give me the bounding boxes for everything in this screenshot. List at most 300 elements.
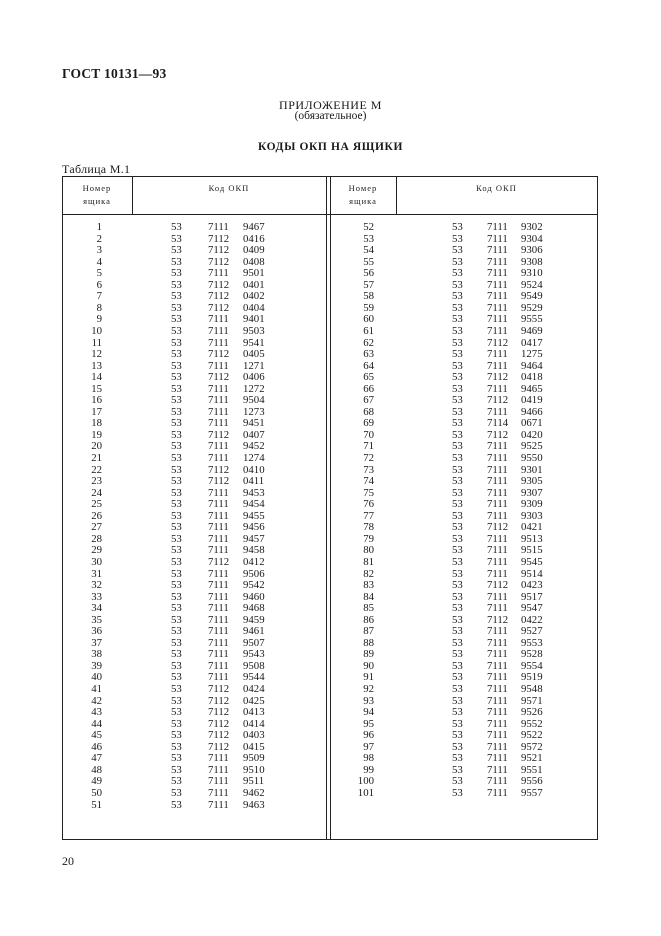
okp-class: 7111 — [208, 532, 229, 545]
okp-class: 7111 — [487, 405, 508, 418]
okp-item: 9515 — [521, 544, 543, 557]
okp-item: 9303 — [521, 509, 543, 522]
okp-item: 0414 — [243, 717, 265, 730]
okp-group: 53 — [452, 382, 463, 395]
box-number: 101 — [357, 786, 374, 799]
okp-class: 7112 — [208, 232, 230, 245]
okp-item: 9452 — [243, 440, 265, 453]
okp-group: 53 — [171, 752, 182, 765]
okp-item: 9572 — [521, 740, 543, 753]
okp-item: 9555 — [521, 313, 543, 326]
okp-group: 53 — [452, 428, 463, 441]
okp-item: 9457 — [243, 532, 265, 545]
box-number: 6 — [96, 278, 102, 291]
okp-group: 53 — [171, 475, 182, 488]
okp-group: 53 — [452, 740, 463, 753]
okp-class: 7111 — [487, 555, 508, 568]
box-number: 77 — [363, 509, 374, 522]
okp-group: 53 — [452, 717, 463, 730]
okp-class: 7111 — [208, 648, 229, 661]
okp-group: 53 — [452, 567, 463, 580]
okp-group: 53 — [452, 417, 463, 430]
okp-group: 53 — [452, 729, 463, 742]
box-number: 59 — [363, 301, 374, 314]
okp-class: 7112 — [487, 579, 509, 592]
box-number: 41 — [91, 683, 102, 695]
box-number: 30 — [91, 555, 102, 568]
okp-item: 9549 — [521, 290, 543, 303]
okp-group: 53 — [171, 498, 182, 511]
okp-class: 7111 — [208, 636, 229, 649]
okp-item: 9511 — [243, 775, 265, 788]
box-number: 13 — [91, 359, 102, 372]
table-bottom-border — [62, 839, 598, 840]
okp-item: 0417 — [521, 336, 543, 349]
okp-group: 53 — [171, 267, 182, 280]
okp-group: 53 — [452, 613, 463, 626]
table-middle-border — [326, 176, 327, 839]
okp-item: 0421 — [521, 521, 543, 534]
okp-class: 7111 — [487, 740, 508, 753]
okp-item: 9503 — [243, 324, 265, 337]
okp-class: 7111 — [208, 324, 229, 337]
okp-item: 9542 — [243, 579, 265, 592]
okp-class: 7111 — [487, 221, 508, 233]
box-number: 95 — [363, 717, 374, 730]
okp-group: 53 — [452, 786, 463, 799]
okp-group: 53 — [452, 509, 463, 522]
box-number: 21 — [91, 452, 102, 464]
okp-class: 7111 — [208, 567, 229, 580]
page-number: 20 — [62, 854, 74, 868]
okp-item: 9527 — [521, 625, 543, 638]
okp-class: 7111 — [487, 244, 508, 257]
okp-class: 7111 — [487, 729, 508, 742]
okp-class: 7111 — [208, 544, 229, 557]
box-number: 88 — [363, 636, 374, 649]
box-number: 67 — [363, 394, 374, 407]
box-number: 18 — [91, 417, 102, 430]
okp-item: 1273 — [243, 405, 265, 418]
okp-class: 7112 — [487, 371, 509, 384]
okp-group: 53 — [171, 671, 182, 684]
okp-group: 53 — [452, 313, 463, 326]
okp-class: 7111 — [487, 717, 508, 730]
okp-item: 9554 — [521, 659, 543, 672]
okp-item: 9461 — [243, 625, 265, 638]
okp-group: 53 — [452, 301, 463, 314]
okp-item: 9514 — [521, 567, 543, 580]
okp-class: 7112 — [208, 463, 230, 476]
okp-item: 9466 — [521, 405, 543, 418]
okp-item: 9301 — [521, 463, 543, 476]
okp-group: 53 — [452, 555, 463, 568]
okp-class: 7111 — [487, 463, 508, 476]
okp-group: 53 — [171, 232, 182, 245]
okp-group: 53 — [452, 348, 463, 361]
box-number: 66 — [363, 382, 374, 395]
okp-item: 9459 — [243, 613, 265, 626]
box-number: 36 — [91, 625, 102, 638]
document-id: ГОСТ 10131—93 — [62, 66, 167, 81]
okp-group: 53 — [171, 313, 182, 326]
okp-class: 7111 — [208, 267, 229, 280]
okp-item: 0425 — [243, 694, 265, 707]
okp-group: 53 — [171, 717, 182, 730]
okp-class: 7112 — [208, 278, 230, 291]
okp-group: 53 — [452, 452, 463, 464]
okp-class: 7111 — [208, 313, 229, 326]
box-number: 71 — [363, 440, 374, 453]
box-number: 98 — [363, 752, 374, 765]
box-number: 64 — [363, 359, 374, 372]
okp-group: 53 — [171, 613, 182, 626]
box-number: 94 — [363, 706, 374, 719]
okp-class: 7111 — [487, 452, 508, 464]
okp-group: 53 — [452, 775, 463, 788]
okp-item: 9557 — [521, 786, 543, 799]
box-number: 40 — [91, 671, 102, 684]
okp-class: 7112 — [208, 348, 230, 361]
okp-group: 53 — [171, 221, 182, 233]
okp-group: 53 — [452, 544, 463, 557]
okp-item: 9545 — [521, 555, 543, 568]
okp-group: 53 — [171, 428, 182, 441]
okp-item: 9506 — [243, 567, 265, 580]
box-number: 76 — [363, 498, 374, 511]
okp-item: 9504 — [243, 394, 265, 407]
okp-item: 9551 — [521, 763, 543, 776]
okp-group: 53 — [452, 440, 463, 453]
okp-group: 53 — [171, 336, 182, 349]
box-number: 27 — [91, 521, 102, 534]
okp-item: 0405 — [243, 348, 265, 361]
okp-class: 7112 — [208, 729, 230, 742]
okp-group: 53 — [452, 706, 463, 719]
okp-item: 9528 — [521, 648, 543, 661]
okp-class: 7111 — [487, 232, 508, 245]
okp-class: 7112 — [208, 475, 230, 488]
box-number: 31 — [91, 567, 102, 580]
okp-group: 53 — [452, 659, 463, 672]
appendix-title: ПРИЛОЖЕНИЕ М — [279, 98, 382, 112]
okp-item: 9543 — [243, 648, 265, 661]
okp-group: 53 — [452, 267, 463, 280]
okp-group: 53 — [452, 590, 463, 603]
okp-group: 53 — [452, 763, 463, 776]
okp-group: 53 — [171, 602, 182, 615]
okp-group: 53 — [171, 348, 182, 361]
box-number: 32 — [91, 579, 102, 592]
okp-group: 53 — [171, 659, 182, 672]
okp-item: 9304 — [521, 232, 543, 245]
okp-item: 9464 — [521, 359, 543, 372]
okp-class: 7111 — [208, 452, 229, 464]
okp-item: 1271 — [243, 359, 265, 372]
box-number: 16 — [91, 394, 102, 407]
okp-item: 9468 — [243, 602, 265, 615]
okp-item: 9455 — [243, 509, 265, 522]
okp-item: 0404 — [243, 301, 265, 314]
okp-group: 53 — [452, 648, 463, 661]
okp-group: 53 — [171, 636, 182, 649]
okp-class: 7112 — [208, 244, 230, 257]
okp-group: 53 — [452, 232, 463, 245]
okp-class: 7112 — [208, 694, 230, 707]
okp-item: 0412 — [243, 555, 265, 568]
box-number: 37 — [91, 636, 102, 649]
okp-item: 0422 — [521, 613, 543, 626]
okp-group: 53 — [452, 359, 463, 372]
box-number: 2 — [96, 232, 102, 245]
okp-class: 7112 — [208, 428, 230, 441]
okp-item: 0409 — [243, 244, 265, 257]
okp-item: 9541 — [243, 336, 265, 349]
okp-group: 53 — [171, 579, 182, 592]
okp-class: 7111 — [487, 278, 508, 291]
okp-class: 7111 — [487, 290, 508, 303]
box-number: 28 — [91, 532, 102, 545]
okp-group: 53 — [452, 463, 463, 476]
okp-class: 7111 — [208, 221, 229, 233]
okp-group: 53 — [452, 336, 463, 349]
okp-class: 7111 — [208, 659, 229, 672]
table-caption: Таблица М.1 — [62, 162, 131, 176]
okp-group: 53 — [171, 798, 182, 811]
okp-group: 53 — [171, 648, 182, 661]
box-number: 99 — [363, 763, 374, 776]
okp-group: 53 — [171, 244, 182, 257]
box-number: 100 — [357, 775, 374, 788]
okp-item: 9571 — [521, 694, 543, 707]
okp-group: 53 — [171, 567, 182, 580]
box-number: 97 — [363, 740, 374, 753]
okp-group: 53 — [452, 475, 463, 488]
okp-item: 9305 — [521, 475, 543, 488]
okp-group: 53 — [171, 532, 182, 545]
okp-group: 53 — [452, 221, 463, 233]
box-number: 20 — [91, 440, 102, 453]
okp-item: 9525 — [521, 440, 543, 453]
okp-class: 7111 — [487, 324, 508, 337]
okp-class: 7111 — [208, 509, 229, 522]
okp-class: 7111 — [487, 763, 508, 776]
okp-item: 9552 — [521, 717, 543, 730]
okp-class: 7112 — [208, 683, 230, 695]
okp-item: 9456 — [243, 521, 265, 534]
okp-item: 0410 — [243, 463, 265, 476]
header-box-number-right: Номер ящика — [348, 183, 378, 206]
box-number: 25 — [91, 498, 102, 511]
okp-item: 0401 — [243, 278, 265, 291]
box-number: 62 — [363, 336, 374, 349]
okp-class: 7111 — [487, 602, 508, 615]
okp-group: 53 — [171, 555, 182, 568]
box-number: 45 — [91, 729, 102, 742]
box-number: 79 — [363, 532, 374, 545]
okp-item: 0415 — [243, 740, 265, 753]
okp-group: 53 — [171, 255, 182, 268]
box-number: 23 — [91, 475, 102, 488]
okp-item: 9458 — [243, 544, 265, 557]
okp-group: 53 — [452, 371, 463, 384]
okp-group: 53 — [171, 786, 182, 799]
box-number: 26 — [91, 509, 102, 522]
okp-group: 53 — [171, 509, 182, 522]
okp-class: 7111 — [208, 798, 229, 811]
okp-group: 53 — [171, 452, 182, 464]
okp-item: 0407 — [243, 428, 265, 441]
header-okp-code-right: Код ОКП — [476, 183, 517, 193]
okp-group: 53 — [171, 775, 182, 788]
okp-group: 53 — [171, 417, 182, 430]
okp-group: 53 — [452, 602, 463, 615]
okp-class: 7111 — [487, 509, 508, 522]
okp-item: 0408 — [243, 255, 265, 268]
okp-group: 53 — [452, 255, 463, 268]
okp-class: 7111 — [208, 625, 229, 638]
okp-class: 7112 — [208, 555, 230, 568]
okp-item: 9309 — [521, 498, 543, 511]
box-number: 82 — [363, 567, 374, 580]
okp-class: 7111 — [208, 775, 229, 788]
table-middle-border-2 — [330, 176, 331, 839]
okp-class: 7111 — [208, 602, 229, 615]
box-number: 38 — [91, 648, 102, 661]
okp-class: 7112 — [208, 255, 230, 268]
okp-item: 9513 — [521, 532, 543, 545]
okp-group: 53 — [452, 486, 463, 499]
okp-class: 7111 — [487, 775, 508, 788]
okp-item: 0403 — [243, 729, 265, 742]
okp-item: 9401 — [243, 313, 265, 326]
box-number: 54 — [363, 244, 374, 257]
okp-group: 53 — [452, 244, 463, 257]
okp-group: 53 — [171, 740, 182, 753]
okp-class: 7111 — [487, 498, 508, 511]
okp-class: 7112 — [208, 371, 230, 384]
okp-group: 53 — [171, 290, 182, 303]
okp-class: 7112 — [487, 521, 509, 534]
box-number: 8 — [96, 301, 102, 314]
box-number: 53 — [363, 232, 374, 245]
box-number: 58 — [363, 290, 374, 303]
okp-item: 9556 — [521, 775, 543, 788]
okp-item: 9522 — [521, 729, 543, 742]
okp-class: 7111 — [487, 359, 508, 372]
okp-group: 53 — [171, 324, 182, 337]
okp-class: 7112 — [487, 613, 509, 626]
box-number: 17 — [91, 405, 102, 418]
box-number: 19 — [91, 428, 102, 441]
okp-item: 9526 — [521, 706, 543, 719]
box-number: 73 — [363, 463, 374, 476]
okp-group: 53 — [171, 590, 182, 603]
box-number: 34 — [91, 602, 102, 615]
okp-class: 7111 — [208, 521, 229, 534]
okp-class: 7111 — [487, 255, 508, 268]
okp-class: 7111 — [487, 694, 508, 707]
okp-item: 0671 — [521, 417, 543, 430]
okp-class: 7111 — [208, 417, 229, 430]
header-okp-code-left: Код ОКП — [208, 183, 250, 193]
okp-class: 7111 — [208, 486, 229, 499]
okp-item: 9302 — [521, 221, 543, 233]
okp-class: 7112 — [208, 740, 230, 753]
box-number: 35 — [91, 613, 102, 626]
okp-class: 7112 — [208, 301, 230, 314]
box-number: 47 — [91, 752, 102, 765]
okp-item: 0423 — [521, 579, 543, 592]
box-number: 9 — [96, 313, 102, 326]
okp-item: 0418 — [521, 371, 543, 384]
okp-item: 9306 — [521, 244, 543, 257]
okp-class: 7112 — [487, 394, 509, 407]
okp-class: 7111 — [487, 313, 508, 326]
header-box-number-left: Номер ящика — [82, 183, 112, 206]
box-number: 63 — [363, 348, 374, 361]
okp-class: 7111 — [487, 267, 508, 280]
okp-class: 7111 — [487, 348, 508, 361]
box-number: 24 — [91, 486, 102, 499]
okp-group: 53 — [171, 625, 182, 638]
okp-class: 7111 — [487, 648, 508, 661]
okp-class: 7111 — [208, 498, 229, 511]
box-number: 12 — [91, 348, 102, 361]
box-number: 22 — [91, 463, 102, 476]
okp-item: 9550 — [521, 452, 543, 464]
okp-item: 9509 — [243, 752, 265, 765]
okp-class: 7111 — [487, 440, 508, 453]
box-number: 14 — [91, 371, 102, 384]
okp-item: 9507 — [243, 636, 265, 649]
okp-codes-table — [62, 176, 598, 839]
box-number: 90 — [363, 659, 374, 672]
okp-class: 7112 — [208, 706, 230, 719]
okp-group: 53 — [452, 521, 463, 534]
appendix-subtitle: (обязательное) — [294, 110, 367, 122]
box-number: 93 — [363, 694, 374, 707]
okp-class: 7112 — [487, 336, 509, 349]
okp-group: 53 — [171, 763, 182, 776]
okp-item: 9462 — [243, 786, 265, 799]
box-number: 39 — [91, 659, 102, 672]
okp-class: 7111 — [487, 301, 508, 314]
box-number: 89 — [363, 648, 374, 661]
okp-group: 53 — [171, 729, 182, 742]
okp-item: 0411 — [243, 475, 265, 488]
box-number: 74 — [363, 475, 374, 488]
okp-group: 53 — [171, 371, 182, 384]
box-number: 75 — [363, 486, 374, 499]
okp-group: 53 — [171, 394, 182, 407]
okp-class: 7111 — [208, 752, 229, 765]
okp-class: 7114 — [487, 417, 509, 430]
box-number: 84 — [363, 590, 374, 603]
okp-class: 7111 — [487, 382, 508, 395]
okp-group: 53 — [452, 532, 463, 545]
okp-class: 7111 — [208, 671, 229, 684]
okp-class: 7112 — [208, 717, 230, 730]
section-title: КОДЫ ОКП НА ЯЩИКИ — [257, 141, 404, 153]
okp-group: 53 — [452, 625, 463, 638]
okp-item: 9521 — [521, 752, 543, 765]
okp-group: 53 — [171, 694, 182, 707]
okp-class: 7111 — [208, 359, 229, 372]
okp-item: 9465 — [521, 382, 543, 395]
okp-class: 7111 — [487, 532, 508, 545]
okp-group: 53 — [452, 636, 463, 649]
